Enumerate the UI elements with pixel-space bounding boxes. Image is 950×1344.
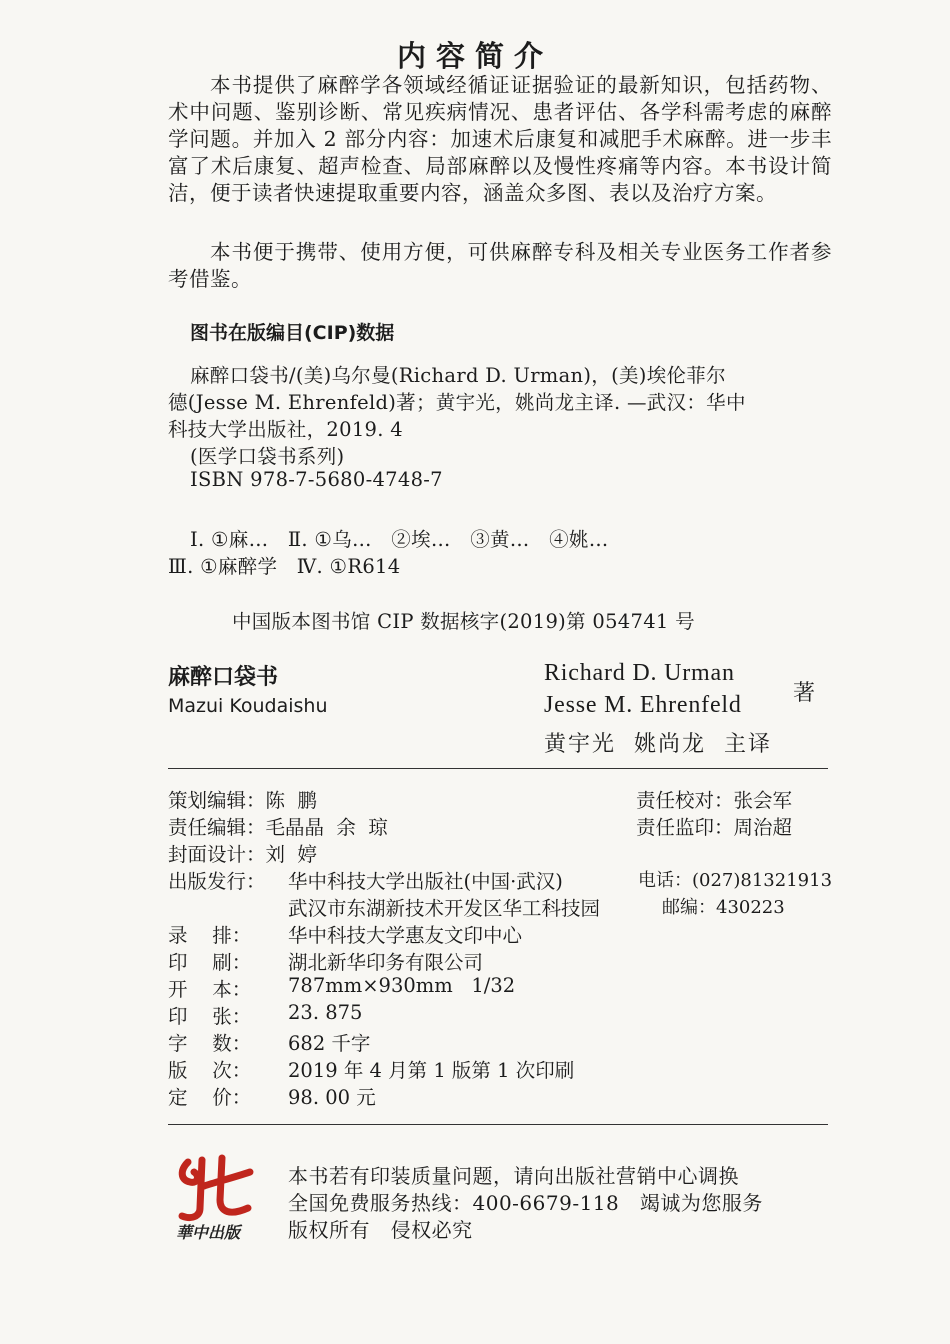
footer-hotline: 全国免费服务热线：400-6679-118 竭诚为您服务 xyxy=(288,1191,763,1215)
cip-classification-1: Ⅰ. ①麻… Ⅱ. ①乌… ②埃… ③黄… ④姚… xyxy=(190,528,609,551)
spec-value: 98. 00 元 xyxy=(288,1086,376,1109)
summary-paragraph-2: 本书便于携带、使用方便，可供麻醉专科及相关专业医务工作者参考借鉴。 xyxy=(168,240,832,291)
spec-label: 录 排： xyxy=(168,924,252,947)
footer-quality-notice: 本书若有印装质量问题，请向出版社营销中心调换 xyxy=(288,1164,739,1188)
spec-value: 787mm×930mm 1/32 xyxy=(288,974,516,997)
publisher-logo-text: 華中出版 xyxy=(176,1223,241,1242)
summary-title: 内容简介 xyxy=(396,39,553,73)
spec-label: 版 次： xyxy=(168,1059,252,1082)
spec-label: 印 张： xyxy=(168,1005,252,1028)
author-2: Jesse M. Ehrenfeld xyxy=(544,692,742,718)
book-pinyin: Mazui Koudaishu xyxy=(168,695,328,717)
spec-label: 字 数： xyxy=(168,1032,252,1055)
responsible-editor: 责任编辑：毛晶晶 余 琼 xyxy=(168,816,388,839)
spec-value: 湖北新华印务有限公司 xyxy=(288,951,484,974)
spec-label: 开 本： xyxy=(168,978,252,1001)
translators: 黄宇光 姚尚龙 主译 xyxy=(544,732,772,757)
cip-heading: 图书在版编目(CIP)数据 xyxy=(190,322,395,344)
book-title: 麻醉口袋书 xyxy=(168,665,279,690)
publisher-postcode: 邮编：430223 xyxy=(662,897,785,918)
author-1: Richard D. Urman xyxy=(544,660,735,686)
cip-classification-2: Ⅲ. ①麻醉学 Ⅳ. ①R614 xyxy=(168,555,401,578)
cip-line-3: 科技大学出版社，2019. 4 xyxy=(168,418,403,441)
summary-paragraph-1: 本书提供了麻醉学各领域经循证证据验证的最新知识，包括药物、术中问题、鉴别诊断、常见疾病情况、患者评估、各学科需考虑的麻醉学问题。并加入 2 部分内容：加速术后康复和减肥手术麻醉。进一步丰富了术后康复、超声检查、局部麻醉以及慢性疼痛等内容。本书设计简洁，便于读者快速提取重要内容，涵盖众多图、表以及治疗方案。 xyxy=(168,73,832,205)
cip-line-1: 麻醉口袋书/(美)乌尔曼(Richard D. Urman)，(美)埃伦菲尔 xyxy=(190,364,726,387)
spec-value: 23. 875 xyxy=(288,1001,363,1024)
publisher-label: 出版发行： xyxy=(168,870,266,893)
publisher-phone: 电话：(027)81321913 xyxy=(638,870,833,891)
proofreader: 责任校对：张会军 xyxy=(636,789,793,812)
cip-series: (医学口袋书系列) xyxy=(190,445,345,468)
divider-bottom xyxy=(168,1124,828,1125)
cip-verification: 中国版本图书馆 CIP 数据核字(2019)第 054741 号 xyxy=(232,610,695,633)
author-role: 著 xyxy=(793,681,816,706)
spec-value: 华中科技大学惠友文印中心 xyxy=(288,924,523,947)
spec-label: 定 价： xyxy=(168,1086,252,1109)
cip-isbn: ISBN 978-7-5680-4748-7 xyxy=(190,468,443,491)
spec-label: 印 刷： xyxy=(168,951,252,974)
spec-value: 682 千字 xyxy=(288,1032,371,1055)
divider-top xyxy=(168,768,828,769)
publisher: 华中科技大学出版社(中国·武汉) xyxy=(288,870,563,893)
footer-copyright: 版权所有 侵权必究 xyxy=(288,1218,473,1242)
cip-line-2: 德(Jesse M. Ehrenfeld)著；黄宇光，姚尚龙主译. —武汉：华中 xyxy=(168,391,746,414)
cover-design: 封面设计：刘 婷 xyxy=(168,843,317,866)
spec-value: 2019 年 4 月第 1 版第 1 次印刷 xyxy=(288,1059,575,1082)
publisher-address: 武汉市东湖新技术开发区华工科技园 xyxy=(288,897,601,920)
print-supervisor: 责任监印：周治超 xyxy=(636,816,793,839)
planning-editor: 策划编辑：陈 鹏 xyxy=(168,789,317,812)
